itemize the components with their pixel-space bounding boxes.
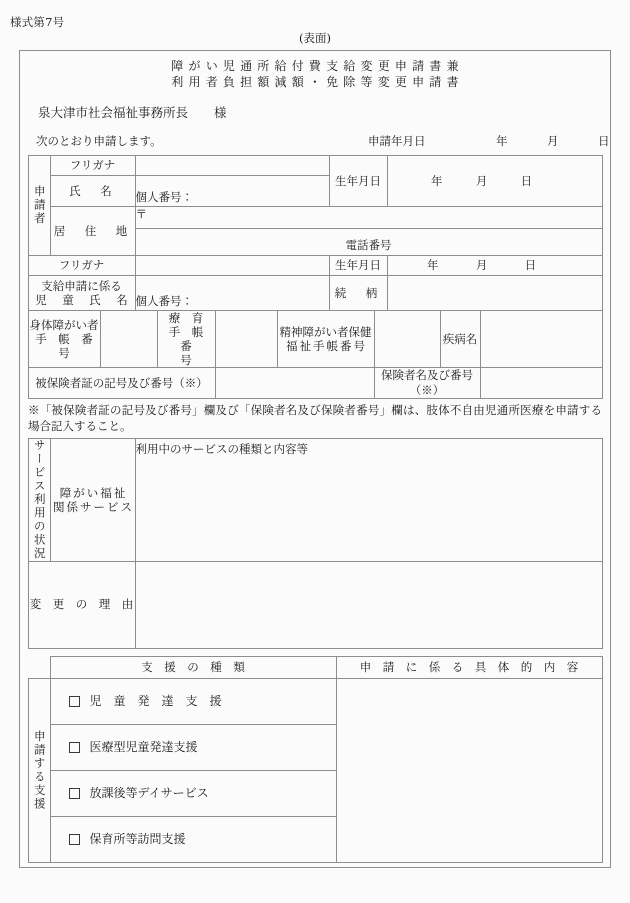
support-option-label-1: 医療型児童発達支援 — [89, 739, 198, 754]
applicant-vertical-label-cell — [28, 156, 50, 256]
service-content-cell[interactable] — [135, 439, 602, 562]
applicant-address-row — [28, 207, 602, 229]
applicant-table — [28, 155, 603, 311]
service-category-label — [50, 439, 135, 562]
applicant-address-label: 居 住 地 — [50, 207, 135, 256]
applicant-phone-cell[interactable] — [135, 229, 602, 256]
child-name-label — [28, 276, 135, 311]
child-birth-month-unit: 月 — [475, 258, 488, 272]
applicant-birth-month-unit: 月 — [475, 173, 488, 188]
physical-certificate-label-line1: 身体障がい者 — [29, 318, 99, 332]
insurer-label: 保険者名及び番号（※） — [374, 368, 480, 399]
child-relation-value[interactable] — [387, 276, 602, 311]
applicant-birth-label: 生年月日 — [329, 156, 387, 207]
service-category-label-line1: 障がい福祉 — [59, 485, 128, 500]
support-option-cell-0[interactable] — [50, 678, 336, 724]
support-option-cell-3[interactable] — [50, 816, 336, 862]
applicant-vertical-label: 申請者 — [32, 185, 47, 226]
apply-date-month-unit: 月 — [547, 134, 559, 148]
support-table — [28, 656, 603, 863]
insurance-note: ※「被保険者証の記号及び番号」欄及び「保険者名及び保険者番号」欄は、肢体不自由児通所医療を申請する場合記入すること。 — [28, 403, 602, 433]
side-label: (表面) — [299, 31, 331, 45]
child-furigana-row — [28, 256, 602, 276]
child-birth-label: 生年月日 — [329, 256, 387, 276]
support-option-label-0: 児 童 発 達 支 援 — [89, 693, 222, 708]
checkbox-icon[interactable] — [69, 742, 80, 753]
support-vertical-label-cell — [28, 678, 50, 862]
apply-date-year-unit: 年 — [496, 134, 508, 148]
mental-certificate-label-line1: 精神障がい者保健 — [279, 325, 372, 339]
checkbox-icon[interactable] — [69, 834, 80, 845]
insured-symbol-label: 被保険者証の記号及び番号（※） — [28, 368, 215, 399]
service-status-row — [28, 439, 602, 562]
mental-certificate-label — [277, 311, 374, 368]
applicant-birth-year-unit: 年 — [431, 173, 443, 188]
applicant-furigana-value[interactable] — [135, 156, 329, 176]
support-option-row — [28, 678, 602, 724]
child-my-number[interactable] — [135, 276, 329, 311]
support-option-label-3: 保育所等訪問支援 — [89, 831, 186, 846]
support-detail-value[interactable] — [336, 678, 602, 862]
child-relation-label: 続 柄 — [329, 276, 387, 311]
applicant-name-label: 氏 名 — [50, 176, 135, 207]
physical-certificate-value[interactable] — [100, 311, 157, 368]
insurance-row — [28, 368, 602, 399]
disease-value[interactable] — [480, 311, 602, 368]
service-category-label-line2: 関係サービス — [53, 499, 134, 514]
service-status-vertical-label: サービス利用の状況 — [32, 439, 47, 561]
form-number: 様式第7号 — [10, 15, 65, 29]
child-birth-value[interactable] — [387, 256, 602, 276]
service-status-table — [28, 438, 603, 562]
applicant-my-number-label: 個人番号： — [135, 190, 193, 204]
service-content-heading: 利用中のサービスの種類と内容等 — [135, 442, 308, 456]
change-reason-row — [28, 561, 602, 648]
child-furigana-value[interactable] — [135, 256, 329, 276]
applicant-birth-day-unit: 日 — [520, 173, 533, 188]
support-option-cell-2[interactable] — [50, 770, 336, 816]
mental-certificate-value[interactable] — [374, 311, 440, 368]
ryoiku-certificate-label-line2: 番 号 — [180, 339, 227, 367]
applicant-furigana-label: フリガナ — [50, 156, 135, 176]
certificates-table — [28, 310, 603, 399]
physical-certificate-label-line2: 手 帳 番 号 — [35, 332, 105, 360]
certificates-row — [28, 311, 602, 368]
applicant-postal-mark[interactable]: 〒 — [135, 207, 602, 229]
mental-certificate-label-line2: 福祉手帳番号 — [286, 339, 367, 353]
form-title-line1: 障がい児通所給付費支給変更申請書兼 — [171, 59, 464, 73]
service-status-vertical-label-cell — [28, 439, 50, 562]
change-reason-label: 変 更 の 理 由 — [28, 561, 135, 648]
applicant-my-number[interactable] — [135, 176, 329, 207]
applicant-phone-label: 電話番号 — [345, 238, 392, 252]
form-title — [20, 58, 610, 90]
apply-date-day-unit: 日 — [598, 134, 610, 148]
child-birth-year-unit: 年 — [427, 258, 439, 272]
support-header-type: 支 援 の 種 類 — [50, 656, 336, 678]
applicant-birth-value[interactable] — [387, 156, 602, 207]
support-header-detail: 申 請 に 係 る 具 体 的 内 容 — [336, 656, 602, 678]
addressee-name: 泉大津市社会福祉事務所長 — [38, 105, 189, 120]
child-birth-day-unit: 日 — [524, 258, 537, 272]
support-option-label-2: 放課後等デイサービス — [89, 785, 209, 800]
child-name-row — [28, 276, 602, 311]
ryoiku-certificate-label — [157, 311, 227, 368]
apply-statement-row — [20, 133, 610, 151]
insured-symbol-value[interactable] — [215, 368, 374, 399]
support-header-row — [28, 656, 602, 678]
addressee — [38, 103, 610, 121]
child-furigana-label: フリガナ — [28, 256, 135, 276]
child-my-number-label: 個人番号： — [135, 294, 193, 308]
addressee-honorific: 様 — [214, 105, 227, 120]
checkbox-icon[interactable] — [69, 788, 80, 799]
support-vertical-label: 申請する支援 — [32, 729, 47, 811]
insurer-value[interactable] — [480, 368, 602, 399]
support-option-cell-1[interactable] — [50, 724, 336, 770]
applicant-furigana-row — [28, 156, 602, 176]
form-frame — [19, 50, 611, 868]
checkbox-icon[interactable] — [69, 696, 80, 707]
disease-label: 疾病名 — [440, 311, 480, 368]
ryoiku-certificate-label-line1: 療 育 手 帳 — [168, 311, 215, 339]
apply-date-label: 申請年月日 — [368, 134, 426, 148]
child-name-label-line2: 児 童 氏 名 — [35, 293, 130, 307]
change-reason-table — [28, 561, 603, 649]
form-title-line2: 利用者負担額減額・免除等変更申請書 — [171, 75, 464, 89]
physical-certificate-label — [28, 311, 105, 368]
apply-statement: 次のとおり申請します。 — [36, 134, 162, 148]
change-reason-value[interactable] — [135, 561, 602, 648]
child-name-label-line1: 支給申請に係る — [41, 279, 122, 293]
